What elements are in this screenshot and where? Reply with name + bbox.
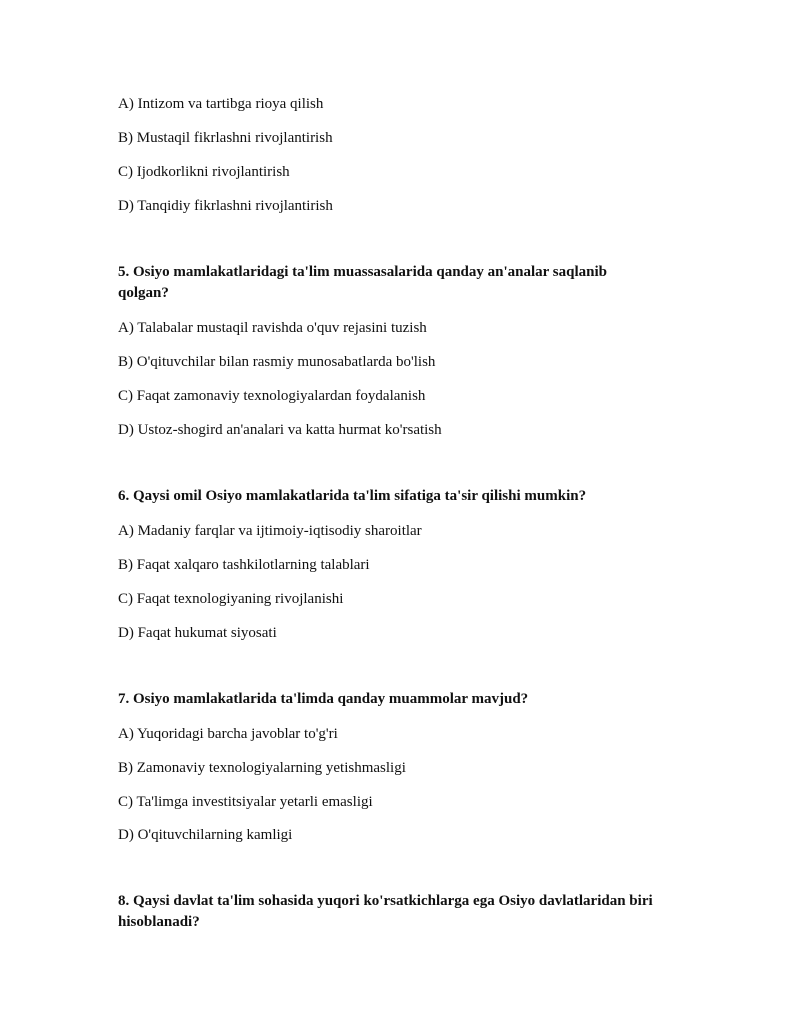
q5-option-b: B) O'qituvchilar bilan rasmiy munosabatlarda bo'lish	[118, 354, 436, 370]
q6-option-c: C) Faqat texnologiyaning rivojlanishi	[118, 591, 344, 607]
q4-option-d: D) Tanqidiy fikrlashni rivojlantirish	[118, 198, 333, 214]
q6-question: 6. Qaysi omil Osiyo mamlakatlarida ta'lim sifatiga ta'sir qilishi mumkin?	[118, 488, 587, 504]
q4-option-b: B) Mustaqil fikrlashni rivojlantirish	[118, 130, 333, 146]
q7-option-d: D) O'qituvchilarning kamligi	[118, 827, 293, 843]
q6-option-a: A) Madaniy farqlar va ijtimoiy-iqtisodiy sharoitlar	[118, 523, 422, 539]
q5-question: 5. Osiyo mamlakatlaridagi ta'lim muassasalarida qanday an'analar saqlanib qolgan?	[118, 264, 607, 301]
q5-option-d: D) Ustoz-shogird an'analari va katta hurmat ko'rsatish	[118, 422, 442, 438]
q7-option-c: C) Ta'limga investitsiyalar yetarli emasligi	[118, 794, 373, 810]
q6-option-b: B) Faqat xalqaro tashkilotlarning talablari	[118, 557, 370, 573]
q4-option-c: C) Ijodkorlikni rivojlantirish	[118, 164, 290, 180]
q7-question: 7. Osiyo mamlakatlarida ta'limda qanday muammolar mavjud?	[118, 691, 529, 707]
q7-option-b: B) Zamonaviy texnologiyalarning yetishmasligi	[118, 760, 406, 776]
q7-option-a: A) Yuqoridagi barcha javoblar to'g'ri	[118, 726, 338, 742]
q5-option-c: C) Faqat zamonaviy texnologiyalardan foydalanish	[118, 388, 426, 404]
q6-option-d: D) Faqat hukumat siyosati	[118, 625, 277, 641]
q8-question: 8. Qaysi davlat ta'lim sohasida yuqori ko'rsatkichlarga ega Osiyo davlatlaridan biri hisoblanadi?	[118, 893, 653, 930]
q5-option-a: A) Talabalar mustaqil ravishda o'quv rejasini tuzish	[118, 320, 427, 336]
q4-option-a: A) Intizom va tartibga rioya qilish	[118, 96, 324, 112]
